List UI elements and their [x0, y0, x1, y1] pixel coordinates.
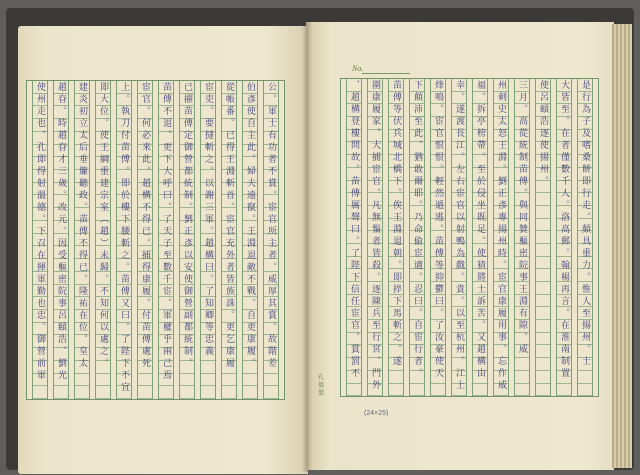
book-spine — [302, 22, 312, 472]
grid-cell — [201, 361, 215, 374]
column-text: 苗傅不退。更下大呼曰。了天子至數千宦。軍權乎兩己焉 — [161, 82, 171, 382]
grid-cell — [96, 386, 110, 399]
grid-cell — [180, 386, 194, 399]
grid-cell — [536, 320, 550, 333]
column-text: 幸。遂渡長江。左右宦官以射鴨為戲。貴。以至杭州。江上 — [454, 80, 464, 392]
column-text: 從帳番。已得王淵斬首。宦官充外者皆族誅。更乞康履 — [224, 82, 234, 370]
manuscript-column — [346, 79, 362, 396]
grid-cell — [431, 384, 445, 397]
grid-cell — [557, 384, 571, 397]
manuscript-column — [577, 79, 593, 396]
grid-cell — [536, 269, 550, 282]
page-number-label: No. — [352, 64, 364, 73]
maker-mark: 孔德製 — [318, 374, 325, 397]
grid-cell — [54, 386, 68, 399]
grid-cell — [201, 386, 215, 399]
grid-cell — [243, 386, 257, 399]
manuscript-column — [263, 81, 279, 399]
column-text: 、趙構登樓問故。苗傅厲聲曰。了陛下信任宦官。賞罰不 — [349, 80, 359, 380]
grid-cell — [536, 307, 550, 320]
page-edges — [612, 24, 632, 468]
manuscript-column — [535, 79, 551, 396]
manuscript-column — [221, 81, 237, 399]
column-text: 三月。高從統制苗傅。與同贊樞密院事王淵有隙。威 — [517, 80, 527, 356]
column-text: 烽鳴。宦官恨恨。輕然遁逃。苗傅等抑鬱曰。了汝豪使天 — [433, 80, 443, 380]
grid-cell — [222, 386, 236, 399]
grid-cell — [515, 371, 529, 384]
grid-cell — [410, 384, 424, 397]
manuscript-column — [493, 79, 509, 396]
column-text: 使州走也。孔即得射溫德。下召在揮軍勤也忠。御營前軍 — [35, 82, 45, 382]
manuscript-column — [430, 79, 446, 396]
manuscript-column — [409, 79, 425, 396]
manuscript-column — [514, 79, 530, 396]
manuscript-column — [451, 79, 467, 396]
column-gutter — [593, 79, 598, 396]
manuscript-column — [367, 79, 383, 396]
column-text: 已擢苗傅定御營都統制。劉正彥以安使御營副都統制。 — [182, 82, 192, 370]
grid-cell — [222, 374, 236, 387]
manuscript-column — [158, 81, 174, 399]
column-text: 大皆至。在者僅數千人。洛高郵。翰楊再言。在淮南制置 — [559, 80, 569, 380]
right-manuscript-grid — [340, 78, 599, 397]
manuscript-column — [74, 81, 90, 399]
manuscript-column — [95, 81, 111, 399]
grid-cell — [264, 374, 278, 387]
grid-cell — [536, 219, 550, 232]
grid-cell — [138, 386, 152, 399]
column-text: 州刺史太怒王淵。劉正彥專揚州時。宦官康履用事。忘作威 — [496, 80, 506, 392]
column-text: 公。軍士有功者不賞。宦官所主者。威厚其賞。故階差 — [266, 82, 276, 370]
grid-cell — [473, 384, 487, 397]
column-text: 宦官。何必來此。趙構不得已。捕得康履。付苗傅處死 — [140, 82, 150, 370]
manuscript-column — [32, 81, 48, 399]
grid-cell — [536, 206, 550, 219]
left-manuscript-grid — [26, 80, 285, 400]
column-text: 下顛沛至此。猶敢爾耶。乃命偷宦適。忍曰。自宦行者。 — [412, 80, 422, 380]
grid-cell — [578, 384, 592, 397]
manuscript-column — [137, 81, 153, 399]
manuscript-column — [242, 81, 258, 399]
column-text: 趙昚。時趙昚才三歲。改元。因受樞密院事呂頤浩。劉光 — [56, 82, 66, 382]
grid-cell — [536, 257, 550, 270]
column-text: 建炎初立太后垂簾聽政。苗傅不得已。隆祐在位。皇太 — [77, 82, 87, 370]
manuscript-column — [388, 79, 404, 396]
manuscript-column — [200, 81, 216, 399]
manuscript-column — [179, 81, 195, 399]
grid-cell — [536, 371, 550, 384]
grid-cell — [536, 384, 550, 397]
page-number-line — [362, 73, 410, 74]
grid-cell — [536, 358, 550, 371]
grid-cell — [389, 384, 403, 397]
grid-cell — [536, 282, 550, 295]
column-text: 即大位。使王綱重建宗室（趙）未歸。不知何以處之。 — [98, 82, 108, 370]
grid-cell — [515, 358, 529, 371]
column-text: 伯彥使自主此。婦夫遠竄。王淵退敵不戰。自更康履。 — [245, 82, 255, 370]
grid-cell — [536, 231, 550, 244]
grid-cell — [347, 384, 361, 397]
column-text: 是行為子及嗜桑餅即行走。頗具重力。惟人至揚州。士 — [580, 80, 590, 368]
grid-cell — [243, 374, 257, 387]
column-text: 上。執刀付苗傅。即於樓下腰斬之。苗傅又曰。了陛下不宜 — [119, 82, 129, 394]
column-text: 使呂頤浩逐使揚州。 — [538, 80, 548, 188]
grid-cell — [389, 371, 403, 384]
grid-cell — [138, 374, 152, 387]
grid-cell — [578, 371, 592, 384]
grid-cell — [515, 384, 529, 397]
grid-cell — [180, 374, 194, 387]
manuscript-column — [556, 79, 572, 396]
column-text: 宦吏。要撻斬之。以謝三軍。趙構曰。了知卿等忠義 — [203, 82, 213, 358]
grid-cell — [96, 374, 110, 387]
grid-cell — [264, 386, 278, 399]
grid-cell — [159, 386, 173, 399]
grid-cell — [201, 374, 215, 387]
column-text: 圍康履家。大捕宦官。凡無鬚者皆殺。逐陳兵至行宮。門外 — [370, 80, 380, 392]
grid-size-label: (24×25) — [364, 410, 389, 417]
manuscript-column — [116, 81, 132, 399]
grid-cell — [536, 333, 550, 346]
grid-cell — [536, 345, 550, 358]
manuscript-column — [472, 79, 488, 396]
grid-cell — [536, 193, 550, 206]
column-text: 苗傅等伏兵城北橋下。俟王淵退朝。即捽下馬斬之。遂 — [391, 80, 401, 368]
grid-cell — [75, 386, 89, 399]
grid-cell — [75, 374, 89, 387]
grid-cell — [33, 386, 47, 399]
column-text: 福。拆亭榜帶。至於侵坐既足。使猜將士訴苦。又趙構由 — [475, 80, 485, 380]
grid-cell — [536, 244, 550, 257]
grid-cell — [536, 295, 550, 308]
column-gutter — [279, 81, 284, 399]
manuscript-column — [53, 81, 69, 399]
